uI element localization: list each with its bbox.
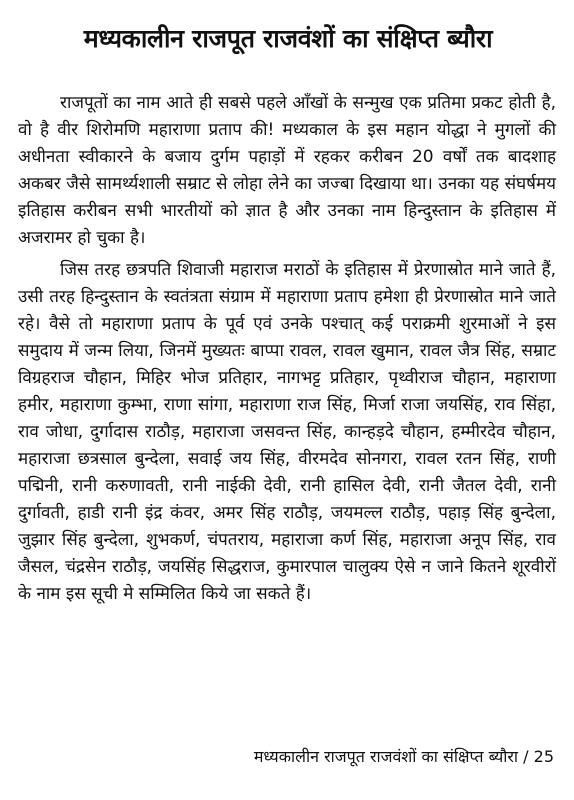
paragraph-2: जिस तरह छत्रपति शिवाजी महाराज मराठों के इतिहास में प्रेरणास्रोत माने जाते हैं, उसी तरह हिन्दुस्तान के स्वतंत्रता संग्राम में महाराणा प्रताप हमेशा ही प्रेरणास्रोत माने जाते रहे। वैसे तो महाराणा प्रताप के पूर्व एवं उनके पश्चात् कई पराक्रमी शुरमाओं ने इस समुदाय में जन्म लिया, जिनमें मुख्यतः बाप्पा रावल, रावल खुमान, रावल जैत्र सिंह, सम्राट विग्रहराज चौहान, मिहिर भोज प्रतिहार, नागभट्ट प्रतिहार, पृथ्वीराज चौहान, महाराणा हमीर, महाराणा कुम्भा, राणा सांगा, महाराणा राज सिंह, मिर्जा राजा जयसिंह, राव सिंहा, राव जोधा, दुर्गादास राठौड़, महाराजा जसवन्त सिंह, कान्हड़दे चौहान, हम्मीरदेव चौहान, महाराजा छत्रसाल बुन्देला, सवाई जय सिंह, वीरमदेव सोनगरा, रावल रतन सिंह, राणी पद्मिनी, रानी करुणावती, रानी नाईकी देवी, रानी हासिल देवी, रानी जैतल देवी, रानी दुर्गावती, हाडी रानी इंद्र कंवर, अमर सिंह राठौड़, जयमल्ल राठौड़, पहाड़ सिंह बुन्देला, जुझार सिंह बुन्देला, शुभकर्ण, चंपतराय, महाराजा कर्ण सिंह, महाराजा अनूप सिंह, राव जैसल, चंद्रसेन राठौड़, जयसिंह सिद्धराज, कुमारपाल चालुक्य ऐसे न जाने कितने शूरवीरों के नाम इस सूची मे सम्मिलित किये जा सकते हैं।: [18, 260, 556, 604]
page-footer: मध्यकालीन राजपूत राजवंशों का संक्षिप्त ब्यौरा / 25: [253, 747, 554, 766]
paragraph-1: राजपूतों का नाम आते ही सबसे पहले आँखों के सन्मुख एक प्रतिमा प्रकट होती है, वो है वीर शिरोमणि महाराणा प्रताप की! मध्यकाल के इस महान योद्धा ने मुगलों की अधीनता स्वीकारने के बजाय दुर्गम पहाड़ों में रहकर करीबन 20 वर्षों तक बादशाह अकबर जैसे सामर्थ्यशाली सम्राट से लोहा लेने का जज्बा दिखाया था। उनका यह संघर्षमय इतिहास करीबन सभी भारतीयों को ज्ञात है और उनका नाम हिन्दुस्तान के इतिहास में अजरामर हो चुका है।: [18, 93, 556, 248]
body-text: [18, 90, 556, 608]
page-title: मध्यकालीन राजपूत राजवंशों का संक्षिप्त ब्यौरा: [83, 24, 493, 53]
